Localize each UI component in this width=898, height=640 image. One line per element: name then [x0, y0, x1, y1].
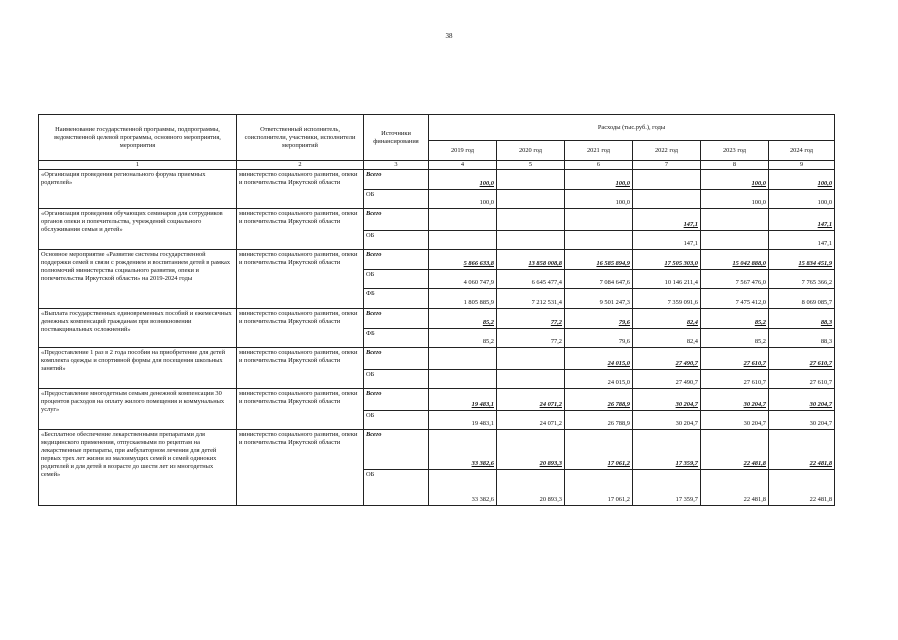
table-row [39, 430, 835, 470]
amount-cell: 7 359 091,6 [633, 289, 701, 309]
column-number: 8 [701, 161, 769, 170]
table-row [39, 309, 835, 329]
amount-cell: 147,1 [633, 231, 701, 250]
header-sources: Источники финансирования [364, 115, 429, 161]
amount-cell: 85,2 [429, 329, 497, 348]
amount-cell: 15 042 888,0 [701, 250, 769, 270]
amount-cell: 16 585 894,9 [565, 250, 633, 270]
amount-cell [701, 209, 769, 231]
amount-cell: 88,3 [769, 329, 835, 348]
table-row [39, 209, 835, 231]
header-expenses: Расходы (тыс.руб.), годы [429, 115, 835, 141]
amount-cell: 30 204,7 [701, 411, 769, 430]
header-year: 2022 год [633, 141, 701, 161]
funding-source: Всего [364, 170, 429, 190]
amount-cell: 22 481,8 [769, 430, 835, 470]
column-number: 1 [39, 161, 237, 170]
amount-cell: 100,0 [565, 170, 633, 190]
amount-cell: 26 788,9 [565, 411, 633, 430]
header-year: 2024 год [769, 141, 835, 161]
amount-cell: 17 061,2 [565, 470, 633, 506]
funding-source: ОБ [364, 411, 429, 430]
amount-cell: 33 382,6 [429, 470, 497, 506]
amount-cell [429, 209, 497, 231]
amount-cell: 30 204,7 [633, 389, 701, 411]
executor: министерство социального развития, опеки и попечительства Иркутской области [237, 309, 364, 348]
executor: министерство социального развития, опеки и попечительства Иркутской области [237, 250, 364, 309]
amount-cell: 15 834 451,9 [769, 250, 835, 270]
funding-source: Всего [364, 348, 429, 370]
amount-cell [429, 370, 497, 389]
column-number: 6 [565, 161, 633, 170]
funding-source: ФБ [364, 289, 429, 309]
amount-cell: 24 015,0 [565, 348, 633, 370]
amount-cell: 100,0 [769, 190, 835, 209]
amount-cell: 7 567 476,0 [701, 270, 769, 289]
amount-cell: 22 481,8 [701, 470, 769, 506]
amount-cell: 100,0 [565, 190, 633, 209]
activity-name: «Организация проведения обучающих семинаров для сотрудников органов опеки и попечительства, учреждений социального обслуживания семьи и детей» [39, 209, 237, 250]
amount-cell: 19 483,1 [429, 389, 497, 411]
header-year: 2021 год [565, 141, 633, 161]
amount-cell: 20 893,3 [497, 430, 565, 470]
amount-cell: 82,4 [633, 309, 701, 329]
amount-cell: 147,1 [769, 231, 835, 250]
amount-cell: 5 866 633,8 [429, 250, 497, 270]
amount-cell [497, 170, 565, 190]
amount-cell: 77,2 [497, 309, 565, 329]
amount-cell [429, 348, 497, 370]
activity-name: «Бесплатное обеспечение лекарственными препаратами для медицинского применения, отпускаемыми по рецептам на лекарственные препараты, при амбулаторном лечении для детей первых трех лет жизни из малоимущих семей и семей одиноких родителей и для детей в возрасте до шести лет из многодетных семей» [39, 430, 237, 506]
amount-cell: 4 060 747,9 [429, 270, 497, 289]
amount-cell: 100,0 [701, 170, 769, 190]
funding-source: ОБ [364, 231, 429, 250]
amount-cell [701, 231, 769, 250]
column-number: 4 [429, 161, 497, 170]
table-row [39, 389, 835, 411]
executor: министерство социального развития, опеки и попечительства Иркутской области [237, 348, 364, 389]
column-number: 3 [364, 161, 429, 170]
column-number: 2 [237, 161, 364, 170]
amount-cell [565, 209, 633, 231]
amount-cell [497, 370, 565, 389]
amount-cell: 27 610,7 [769, 348, 835, 370]
amount-cell: 7 084 647,6 [565, 270, 633, 289]
amount-cell: 20 893,3 [497, 470, 565, 506]
amount-cell: 79,6 [565, 309, 633, 329]
amount-cell: 24 015,0 [565, 370, 633, 389]
amount-cell: 10 146 211,4 [633, 270, 701, 289]
amount-cell: 88,3 [769, 309, 835, 329]
activity-name: Основное мероприятие «Развитие системы государственной поддержки семей в связи с рождением и воспитанием детей в рамках полномочий министерства социального развития, опеки и попечительства Иркутской области» на 2019-2024 годы [39, 250, 237, 309]
amount-cell [633, 170, 701, 190]
page-number: 38 [445, 32, 453, 40]
amount-cell: 27 610,7 [769, 370, 835, 389]
amount-cell: 7 212 531,4 [497, 289, 565, 309]
amount-cell: 13 858 008,8 [497, 250, 565, 270]
amount-cell: 27 610,7 [701, 370, 769, 389]
amount-cell [497, 209, 565, 231]
amount-cell: 7 765 366,2 [769, 270, 835, 289]
amount-cell: 77,2 [497, 329, 565, 348]
funding-source: ОБ [364, 190, 429, 209]
executor: министерство социального развития, опеки и попечительства Иркутской области [237, 170, 364, 209]
amount-cell: 6 645 477,4 [497, 270, 565, 289]
header-name: Наименование государственной программы, подпрограммы, ведомственной целевой программы, основного мероприятия, мероприятия [39, 115, 237, 161]
amount-cell [497, 231, 565, 250]
column-number: 7 [633, 161, 701, 170]
amount-cell: 30 204,7 [769, 411, 835, 430]
amount-cell: 17 061,2 [565, 430, 633, 470]
amount-cell: 33 382,6 [429, 430, 497, 470]
executor: министерство социального развития, опеки и попечительства Иркутской области [237, 209, 364, 250]
amount-cell: 8 069 085,7 [769, 289, 835, 309]
funding-source: ОБ [364, 370, 429, 389]
amount-cell [565, 231, 633, 250]
amount-cell [429, 231, 497, 250]
header-year: 2023 год [701, 141, 769, 161]
amount-cell: 24 071,2 [497, 389, 565, 411]
funding-source: Всего [364, 430, 429, 470]
amount-cell: 7 475 412,0 [701, 289, 769, 309]
table-row [39, 170, 835, 190]
funding-source: Всего [364, 209, 429, 231]
amount-cell: 85,2 [701, 329, 769, 348]
funding-source: Всего [364, 389, 429, 411]
amount-cell: 147,1 [633, 209, 701, 231]
amount-cell: 100,0 [429, 170, 497, 190]
activity-name: «Предоставление многодетным семьям денежной компенсации 30 процентов расходов на оплату жилого помещения и коммунальных услуг» [39, 389, 237, 430]
header-executor: Ответственный исполнитель, соисполнители, участники, исполнители мероприятий [237, 115, 364, 161]
amount-cell: 30 204,7 [769, 389, 835, 411]
executor: министерство социального развития, опеки и попечительства Иркутской области [237, 430, 364, 506]
amount-cell: 27 490,7 [633, 370, 701, 389]
table-row [39, 348, 835, 370]
amount-cell: 27 610,7 [701, 348, 769, 370]
funding-source: ОБ [364, 470, 429, 506]
amount-cell: 30 204,7 [701, 389, 769, 411]
amount-cell: 82,4 [633, 329, 701, 348]
header-year: 2019 год [429, 141, 497, 161]
activity-name: «Организация проведения регионального форума приемных родителей» [39, 170, 237, 209]
funding-source: Всего [364, 309, 429, 329]
activity-name: «Выплата государственных единовременных пособий и ежемесячных денежных компенсаций гражданам при возникновении поствакцинальных осложнений» [39, 309, 237, 348]
header-year: 2020 год [497, 141, 565, 161]
amount-cell: 19 483,1 [429, 411, 497, 430]
amount-cell: 26 788,9 [565, 389, 633, 411]
amount-cell: 30 204,7 [633, 411, 701, 430]
financing-table [38, 114, 835, 506]
amount-cell: 22 481,8 [769, 470, 835, 506]
amount-cell: 100,0 [429, 190, 497, 209]
amount-cell: 79,6 [565, 329, 633, 348]
amount-cell: 24 071,2 [497, 411, 565, 430]
amount-cell: 85,2 [701, 309, 769, 329]
amount-cell: 147,1 [769, 209, 835, 231]
amount-cell: 1 805 885,9 [429, 289, 497, 309]
amount-cell [633, 190, 701, 209]
column-number: 5 [497, 161, 565, 170]
column-number: 9 [769, 161, 835, 170]
amount-cell: 17 359,7 [633, 470, 701, 506]
funding-source: ОБ [364, 270, 429, 289]
table-row [39, 250, 835, 270]
amount-cell [497, 190, 565, 209]
amount-cell: 17 505 303,0 [633, 250, 701, 270]
amount-cell: 22 481,8 [701, 430, 769, 470]
amount-cell: 85,2 [429, 309, 497, 329]
amount-cell: 27 490,7 [633, 348, 701, 370]
executor: министерство социального развития, опеки и попечительства Иркутской области [237, 389, 364, 430]
amount-cell [497, 348, 565, 370]
amount-cell: 100,0 [701, 190, 769, 209]
funding-source: ФБ [364, 329, 429, 348]
amount-cell: 9 501 247,3 [565, 289, 633, 309]
funding-source: Всего [364, 250, 429, 270]
activity-name: «Предоставление 1 раз в 2 года пособия на приобретение для детей комплекта одежды и спортивной формы для посещения школьных занятий» [39, 348, 237, 389]
amount-cell: 17 359,7 [633, 430, 701, 470]
amount-cell: 100,0 [769, 170, 835, 190]
